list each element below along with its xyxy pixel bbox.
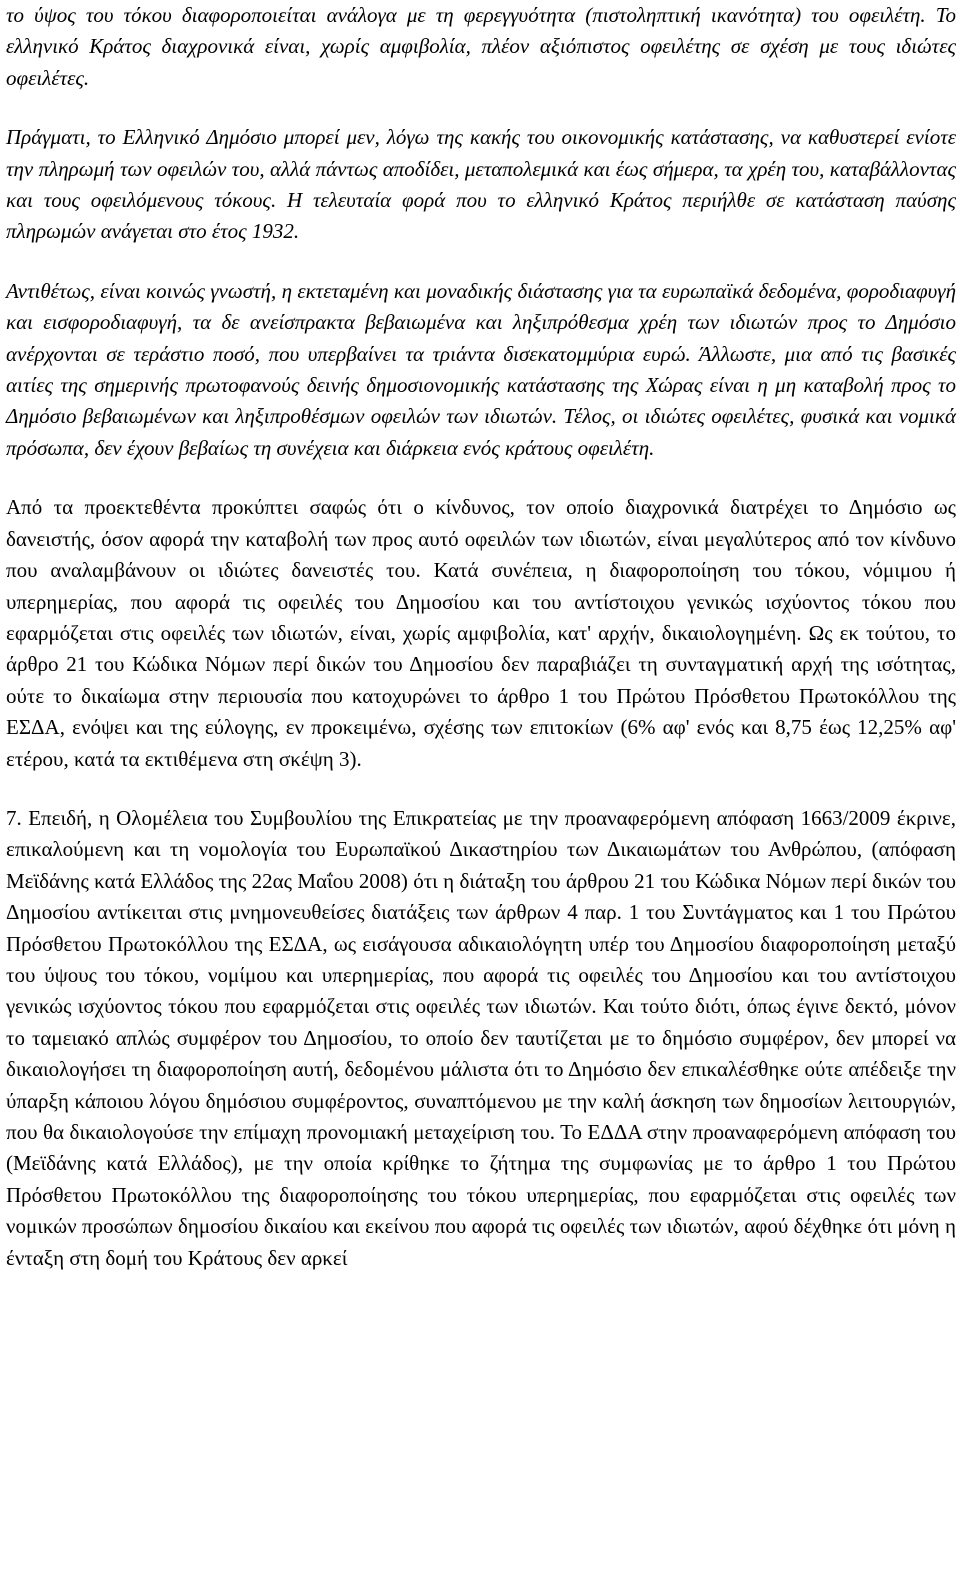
- paragraph-3: Αντιθέτως, είναι κοινώς γνωστή, η εκτεταμένη και μοναδικής διάστασης για τα ευρωπαϊκά δεδομένα, φοροδιαφυγή και εισφοροδιαφυγή, τα δε ανείσπρακτα βεβαιωμένα και ληξιπρόθεσμα χρέη των ιδιωτών προς το Δημόσιο ανέρχονται σε τεράστιο ποσό, που υπερβαίνει τα τριάντα δισεκατομμύρια ευρώ. Άλλωστε, μια από τις βασικές αιτίες της σημερινής πρωτοφανούς δεινής δημοσιονομικής κατάστασης της Χώρας είναι η μη καταβολή προς το Δημόσιο βεβαιωμένων και ληξιπροθέσμων οφειλών των ιδιωτών. Τέλος, οι ιδιώτες οφειλέτες, φυσικά και νομικά πρόσωπα, δεν έχουν βεβαίως τη συνέχεια και διάρκεια ενός κράτους οφειλέτη.: [6, 278, 956, 460]
- document-page: [6, 0, 956, 1302]
- paragraph-2: Πράγματι, το Ελληνικό Δημόσιο μπορεί μεν, λόγω της κακής του οικονομικής κατάστασης, να καθυστερεί ενίοτε την πληρωμή των οφειλών του, αλλά πάντως αποδίδει, μεταπολεμικά και έως σήμερα, τα χρέη του, καταβάλλοντας και τους οφειλόμενους τόκους. Η τελευταία φορά που το ελληνικό Κράτος περιήλθε σε κατάσταση παύσης πληρωμών ανάγεται στο έτος 1932.: [6, 125, 956, 244]
- paragraph-5: 7. Επειδή, η Ολομέλεια του Συμβουλίου της Επικρατείας με την προαναφερόμενη απόφαση 1663/2009 έκρινε, επικαλούμενη και τη νομολογία του Ευρωπαϊκού Δικαστηρίου των Δικαιωμάτων του Ανθρώπου, (απόφαση Μεϊδάνης κατά Ελλάδος της 22ας Μαΐου 2008) ότι η διάταξη του άρθρου 21 του Κώδικα Νόμων περί δικών του Δημοσίου αντίκειται στις μνημονευθείσες διατάξεις των άρθρων 4 παρ. 1 του Συντάγματος και 1 του Πρώτου Πρόσθετου Πρωτοκόλλου της ΕΣΔΑ, ως εισάγουσα αδικαιολόγητη υπέρ του Δημοσίου διαφοροποίηση μεταξύ του ύψους του τόκου, νομίμου και υπερημερίας, που αφορά τις οφειλές του Δημοσίου και του αντίστοιχου γενικώς ισχύοντος τόκου που εφαρμόζεται στις οφειλές των ιδιωτών. Και τούτο διότι, όπως έγινε δεκτό, μόνον το ταμειακό απλώς συμφέρον του Δημοσίου, το οποίο δεν ταυτίζεται με το δημόσιο συμφέρον, δεν μπορεί να δικαιολογήσει τη διαφοροποίηση αυτή, δεδομένου μάλιστα ότι το Δημόσιο δεν επικαλέσθηκε ούτε απέδειξε την ύπαρξη κάποιου λόγου δημόσιου συμφέροντος, συναπτόμενου με την καλή άσκηση των δημοσίων λειτουργιών, που θα δικαιολογούσε την επίμαχη προνομιακή μεταχείριση του. Το ΕΔΔΑ στην προαναφερόμενη απόφαση του (Μεϊδάνης κατά Ελλάδος), με την οποία κρίθηκε το ζήτημα της συμφωνίας με το άρθρο 1 του Πρώτου Πρόσθετου Πρωτοκόλλου της διαφοροποίησης του τόκου υπερημερίας, που εφαρμόζεται στις οφειλές των νομικών προσώπων δημοσίου δικαίου και εκείνου που αφορά τις οφειλές των ιδιωτών, αφού δέχθηκε ότι μόνη η ένταξη στη δομή του Κράτους δεν αρκεί: [6, 805, 956, 1270]
- paragraph-4: Από τα προεκτεθέντα προκύπτει σαφώς ότι ο κίνδυνος, τον οποίο διαχρονικά διατρέχει το Δημόσιο ως δανειστής, όσον αφορά την καταβολή των προς αυτό οφειλών των ιδιωτών, είναι μεγαλύτερος από τον κίνδυνο που αναλαμβάνουν οι ιδιώτες δανειστές του. Κατά συνέπεια, η διαφοροποίηση του τόκου, νόμιμου ή υπερημερίας, που αφορά τις οφειλές του Δημοσίου και του αντίστοιχου γενικώς ισχύοντος τόκου που εφαρμόζεται στις οφειλές των ιδιωτών, είναι, χωρίς αμφιβολία, κατ' αρχήν, δικαιολογημένη. Ως εκ τούτου, το άρθρο 21 του Κώδικα Νόμων περί δικών του Δημοσίου δεν παραβιάζει τη συνταγματική αρχή της ισότητας, ούτε το δικαίωμα στην περιουσία που κατοχυρώνει το άρθρο 1 του Πρώτου Πρόσθετου Πρωτοκόλλου της ΕΣΔΑ, ενόψει και της εύλογης, εν προκειμένω, σχέσης των επιτοκίων (6% αφ' ενός και 8,75 έως 12,25% αφ' ετέρου, κατά τα εκτιθέμενα στη σκέψη 3).: [6, 495, 956, 771]
- paragraph-1: το ύψος του τόκου διαφοροποιείται ανάλογα με τη φερεγγυότητα (πιστοληπτική ικανότητα) του οφειλέτη. Το ελληνικό Κράτος διαχρονικά είναι, χωρίς αμφιβολία, πλέον αξιόπιστος οφειλέτης σε σχέση με τους ιδιώτες οφειλέτες.: [6, 3, 956, 90]
